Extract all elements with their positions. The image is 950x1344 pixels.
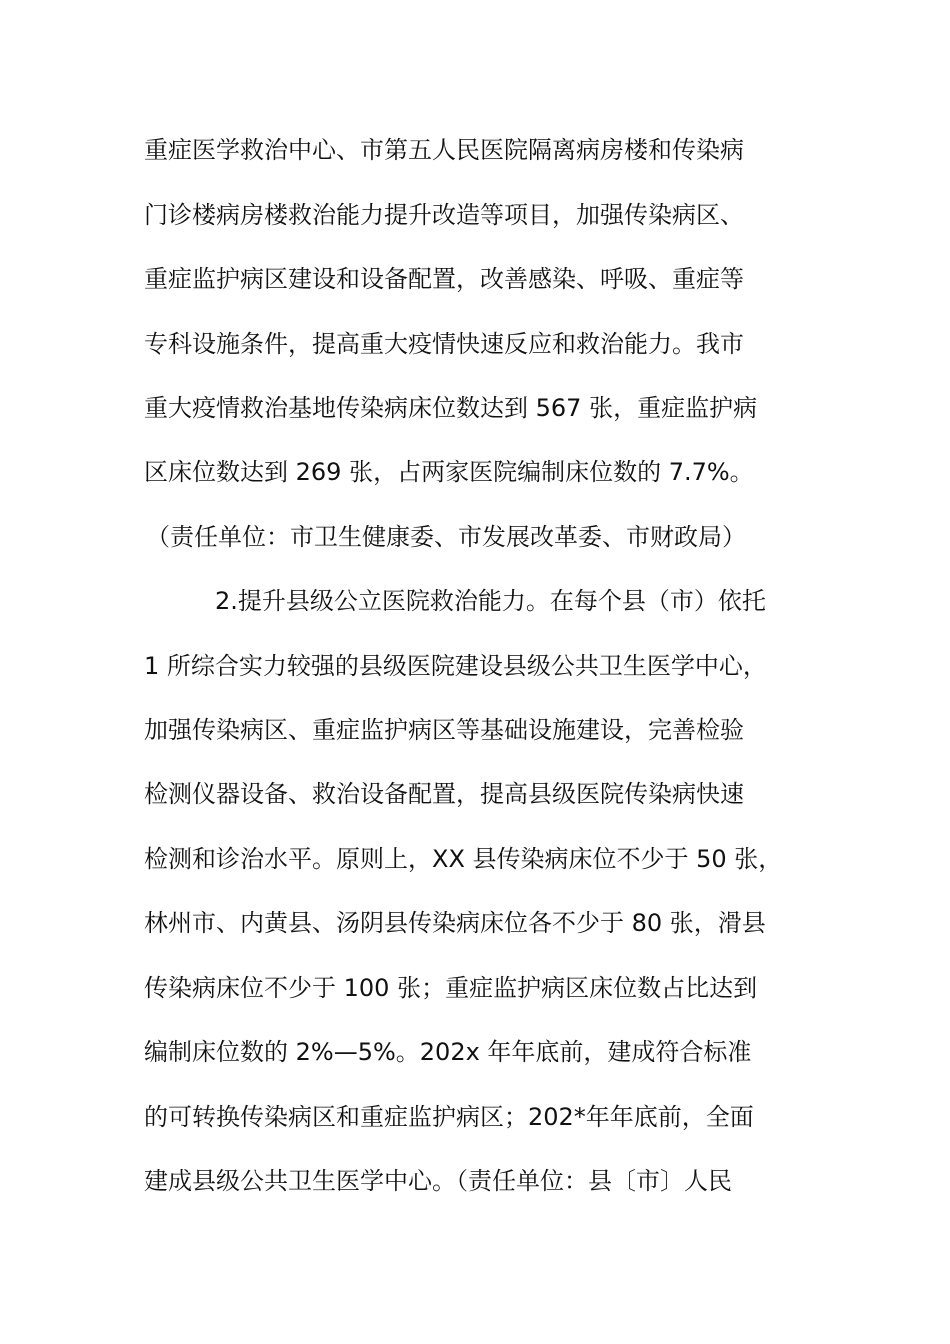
responsibility-note: （责任单位：市卫生健康委、市发展改革委、市财政局）: [146, 523, 746, 551]
section-heading-line: 2.提升县级公立医院救治能力。在每个县（市）依托: [215, 587, 766, 615]
text-line: 1 所综合实力较强的县级医院建设县级公共卫生医学中心，: [144, 652, 767, 680]
text-line: 门诊楼病房楼救治能力提升改造等项目，加强传染病区、: [144, 201, 744, 229]
text-line: 区床位数达到 269 张，占两家医院编制床位数的 7.7%。: [144, 458, 754, 486]
text-line: 专科设施条件，提高重大疫情快速反应和救治能力。我市: [144, 330, 744, 358]
text-line: 重症医学救治中心、市第五人民医院隔离病房楼和传染病: [144, 136, 744, 164]
text-line: 加强传染病区、重症监护病区等基础设施建设，完善检验: [144, 716, 744, 744]
text-line: 重症监护病区建设和设备配置，改善感染、呼吸、重症等: [144, 265, 744, 293]
text-line: 重大疫情救治基地传染病床位数达到 567 张，重症监护病: [144, 394, 758, 422]
text-line: 编制床位数的 2%—5%。202x 年年底前，建成符合标准: [144, 1038, 752, 1066]
text-line: 传染病床位不少于 100 张；重症监护病区床位数占比达到: [144, 974, 758, 1002]
text-line: 检测和诊治水平。原则上，XX 县传染病床位不少于 50 张，: [144, 845, 783, 873]
text-line: 建成县级公共卫生医学中心。（责任单位：县〔市〕人民: [144, 1167, 732, 1195]
text-line: 林州市、内黄县、汤阴县传染病床位各不少于 80 张，滑县: [144, 909, 766, 937]
text-line: 检测仪器设备、救治设备配置，提高县级医院传染病快速: [144, 780, 744, 808]
text-line: 的可转换传染病区和重症监护病区；202*年年底前，全面: [144, 1103, 754, 1131]
